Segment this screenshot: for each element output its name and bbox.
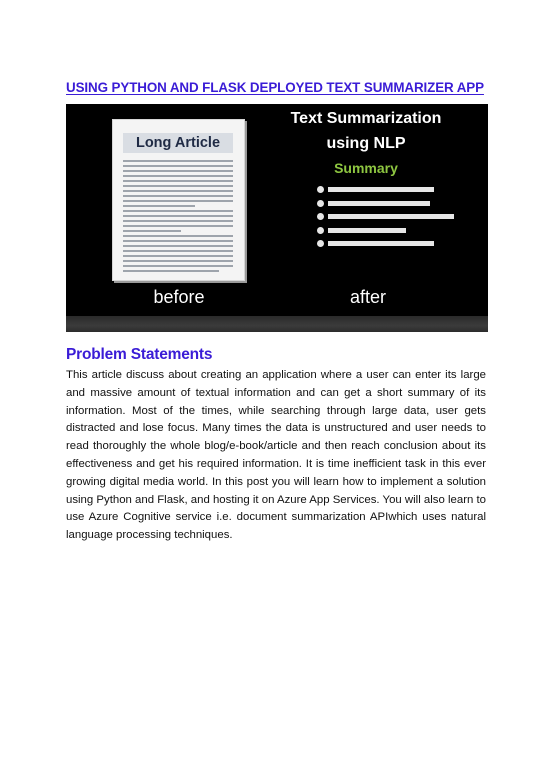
bullet-dot-icon <box>317 240 324 247</box>
banner-heading: Text Summarization <box>290 110 442 127</box>
article-text-line <box>123 160 233 162</box>
summary-line <box>328 228 406 233</box>
long-article-sheet <box>112 119 245 281</box>
after-label: after <box>349 287 387 307</box>
before-label: before <box>153 287 205 307</box>
article-text-line <box>123 210 233 212</box>
section-heading: Problem Statements <box>66 346 213 363</box>
article-text-line <box>123 175 233 177</box>
article-text-line <box>123 165 233 167</box>
summarization-banner-image <box>66 104 488 332</box>
bullet-dot-icon <box>317 186 324 193</box>
summary-line <box>328 214 454 219</box>
article-text-line <box>123 255 233 257</box>
article-text-line <box>123 220 233 222</box>
summary-line <box>328 187 434 192</box>
article-text-line <box>123 260 233 262</box>
article-text-line <box>123 195 233 197</box>
bullet-dot-icon <box>317 227 324 234</box>
article-text-line <box>123 215 233 217</box>
article-text-line <box>123 270 219 272</box>
article-text-line <box>123 170 233 172</box>
article-text-line <box>123 235 233 237</box>
article-text-line <box>123 185 233 187</box>
body-paragraph: This article discuss about creating an application where a user can enter its large and massive amount of textual information and can get a short summary of its information. Most of the times, while searching through large data, user gets distracted and lose focus. Many times the data is unstructured and user needs to read thoroughly the whole blog/e-book/article and then reach conclusion about its effectiveness and get his required information. It is time inefficient task in this ever growing digital media world. In this post you will learn how to implement a solution using Python and Flask, and hosting it on Azure App Services. You will also learn to use Azure Cognitive service i.e. document summarization APIwhich uses natural language processing techniques. <box>66 369 486 542</box>
summary-line <box>328 241 434 246</box>
banner-subheading: using NLP <box>326 135 406 152</box>
summary-label: Summary <box>334 160 398 176</box>
article-text-line <box>123 265 233 267</box>
article-text-line <box>123 200 233 202</box>
bullet-dot-icon <box>317 213 324 220</box>
summary-line <box>328 201 430 206</box>
article-label: Long Article <box>123 133 233 153</box>
article-text-line <box>123 225 233 227</box>
article-text-line <box>123 190 233 192</box>
article-text-line <box>123 230 181 232</box>
article-text-line <box>123 180 233 182</box>
article-text-line <box>123 205 195 207</box>
article-text-line <box>123 240 233 242</box>
bullet-dot-icon <box>317 200 324 207</box>
article-text-line <box>123 245 233 247</box>
article-text-line <box>123 250 233 252</box>
document-title: USING PYTHON AND FLASK DEPLOYED TEXT SUMMARIZER APP <box>66 80 484 95</box>
banner-bottom-strip <box>66 316 488 332</box>
